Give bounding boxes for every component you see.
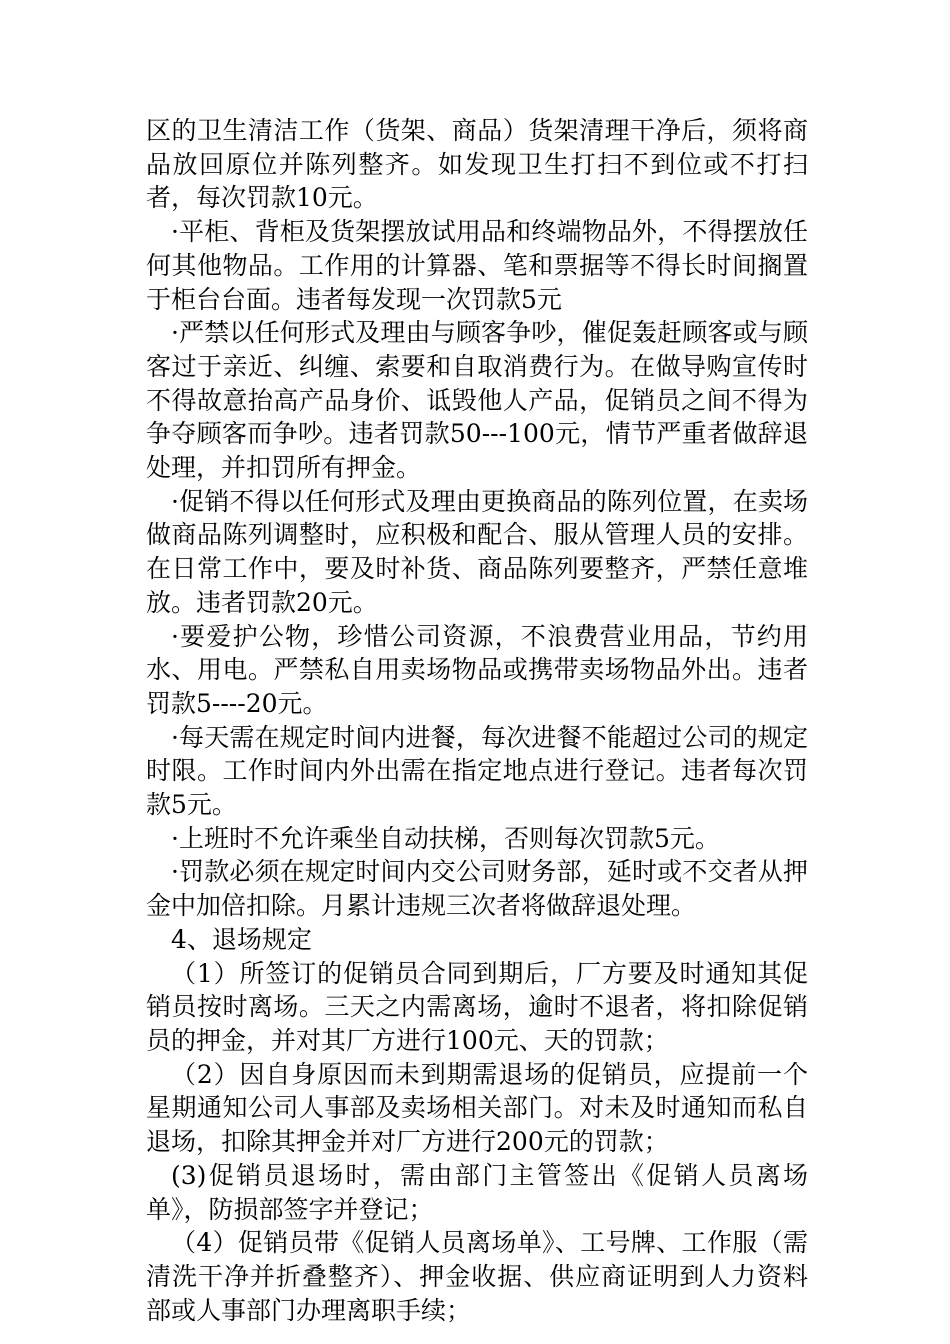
- paragraph-meal-time-rule: ·每天需在规定时间内进餐，每次进餐不能超过公司的规定时限。工作时间内外出需在指定地点进行登记。违者每次罚款5元。: [146, 722, 808, 820]
- paragraph-exit-rule-3: (3)促销员退场时，需由部门主管签出《促销人员离场单》，防损部签字并登记；: [146, 1160, 808, 1224]
- paragraph-exit-rule-4: （4）促销员带《促销人员离场单》、工号牌、工作服（需清洗干净并折叠整齐）、押金收据、供应商证明到人力资料部或人事部门办理离职手续；: [146, 1228, 808, 1325]
- paragraph-hygiene-continued: 区的卫生清洁工作（货架、商品）货架清理干净后，须将商品放回原位并陈列整齐。如发现卫生打扫不到位或不打扫者，每次罚款10元。: [146, 116, 808, 213]
- paragraph-display-position-rule: ·促销不得以任何形式及理由更换商品的陈列位置，在卖场做商品陈列调整时，应积极和配合、服从管理人员的安排。在日常工作中，要及时补货、商品陈列要整齐，严禁任意堆放。违者罚款20元。: [146, 486, 808, 617]
- paragraph-customer-conduct-rule: ·严禁以任何形式及理由与顾客争吵，催促轰赶顾客或与顾客过于亲近、纠缠、索要和自取消费行为。在做导购宣传时不得故意抬高产品身价、诋毁他人产品，促销员之间不得为争夺顾客而争吵。违者罚款50---100元，情节严重者做辞退处理，并扣罚所有押金。: [146, 318, 808, 483]
- section-heading-exit-rules: 4、退场规定: [171, 924, 312, 954]
- paragraph-exit-rule-2: （2）因自身原因而未到期需退场的促销员，应提前一个星期通知公司人事部及卖场相关部门。对未及时通知而私自退场，扣除其押金并对厂方进行200元的罚款；: [146, 1059, 808, 1157]
- paragraph-public-property-rule: ·要爱护公物，珍惜公司资源，不浪费营业用品，节约用水、用电。严禁私自用卖场物品或携带卖场物品外出。违者罚款5----20元。: [146, 621, 808, 718]
- paragraph-fine-payment-rule: ·罚款必须在规定时间内交公司财务部，延时或不交者从押金中加倍扣除。月累计违规三次者将做辞退处理。: [146, 857, 808, 921]
- paragraph-escalator-rule: ·上班时不允许乘坐自动扶梯，否则每次罚款5元。: [171, 823, 720, 853]
- paragraph-exit-rule-1: （1）所签订的促销员合同到期后，厂方要及时通知其促销员按时离场。三天之内需离场，逾时不退者，将扣除促销员的押金，并对其厂方进行100元、天的罚款；: [146, 958, 808, 1055]
- document-body: [146, 114, 808, 1327]
- paragraph-counter-items-rule: ·平柜、背柜及货架摆放试用品和终端物品外，不得摆放任何其他物品。工作用的计算器、笔和票据等不得长时间搁置于柜台台面。违者每发现一次罚款5元: [146, 217, 808, 314]
